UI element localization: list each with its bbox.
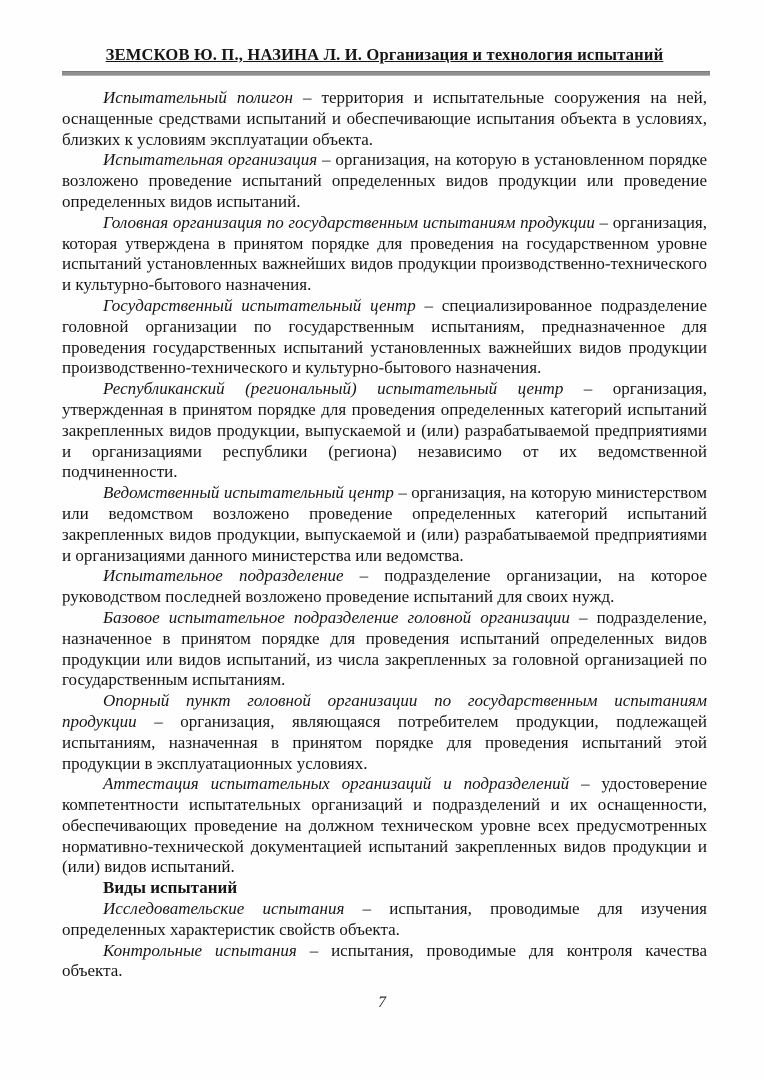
definition-term: Опорный пункт головной организации по государственным испытаниям продукции — [62, 691, 707, 731]
definition-paragraph — [62, 483, 707, 566]
definition-text: – организация, утвержденная в принятом порядке для проведения определенных категорий испытаний закрепленных видов продукции, выпускаемой и (или) разрабатываемой предприятиями и организациями республики (региона) независимо от их ведомственной подчиненности. — [62, 379, 707, 482]
definition-paragraph — [62, 88, 707, 150]
definition-paragraph — [62, 941, 707, 983]
definition-paragraph — [62, 379, 707, 483]
definition-text: – подразделение, назначенное в принятом порядке для проведения испытаний определенных видов продукции или видов испытаний, из числа закрепленных за головной организацией по государственным испытаниям. — [62, 607, 707, 690]
definition-paragraph — [62, 566, 707, 608]
page-number: 7 — [378, 994, 386, 1011]
running-header-text: ЗЕМСКОВ Ю. П., НАЗИНА Л. И. Организация и технология испытаний — [105, 45, 664, 64]
definition-text: – организация, на которую министерством или ведомством возложено проведение определенных категорий испытаний закрепленных видов продукции, выпускаемой и (или) разрабатываемой предприятиями и организациями данного министерства или ведомства. — [62, 483, 708, 565]
definition-term: Контрольные испытания — [103, 940, 297, 960]
header-rule — [62, 71, 710, 76]
definition-text: – подразделение организации, на которое руководством последней возложено проведение испытаний для своих нужд. — [62, 566, 708, 607]
definition-term: Государственный испытательный центр — [103, 295, 416, 315]
definition-term: Головная организация по государственным испытаниям продукции — [103, 212, 595, 232]
definition-term: Исследовательские испытания — [103, 899, 345, 919]
definition-paragraph — [62, 150, 707, 212]
definition-paragraph — [62, 691, 707, 774]
definition-text: – специализированное подразделение головной организации по государственным испытаниям, предназначенное для проведения государственных испытаний установленных важнейших видов продукции производственно-технического и культурно-бытового назначения. — [62, 295, 707, 378]
section-heading-test-types: Виды испытаний — [103, 878, 238, 898]
definition-text: – испытания, проводимые для изучения определенных характеристик свойств объекта. — [62, 899, 707, 939]
definition-paragraph — [62, 296, 707, 379]
page-body — [62, 88, 707, 982]
definition-term: Испытательная организация — [103, 150, 318, 170]
definition-text: – организация, являющаяся потребителем продукции, подлежащей испытаниям, назначенная в принятом порядке для проведения испытаний этой продукции в эксплуатационных условиях. — [62, 711, 708, 773]
definition-text: – испытания, проводимые для контроля качества объекта. — [62, 940, 708, 981]
definition-text: – организация, которая утверждена в принятом порядке для проведения на государственном уровне испытаний установленных важнейших видов продукции производственно-технического и культурно-бытового назначения. — [62, 212, 707, 295]
definition-term: Испытательный полигон — [103, 88, 293, 107]
definition-text: – организация, на которую в установленном порядке возложено проведение испытаний определенных видов продукции или проведение определенных видов испытаний. — [62, 150, 707, 211]
definition-term: Базовое испытательное подразделение головной организации — [103, 607, 570, 627]
running-header — [62, 45, 707, 65]
definition-paragraph — [62, 899, 707, 941]
definition-term: Республиканский (региональный) испытательный центр — [103, 379, 564, 399]
definition-text: – территория и испытательные сооружения на ней, оснащенные средствами испытаний и обеспечивающие испытания объекта в условиях, близких к условиям эксплуатации объекта. — [62, 88, 707, 149]
definition-term: Испытательное подразделение — [103, 566, 344, 586]
definition-term: Аттестация испытательных организаций и подразделений — [103, 774, 570, 794]
definition-paragraph — [62, 774, 707, 878]
definition-paragraph — [62, 213, 707, 296]
definition-term: Ведомственный испытательный центр — [103, 483, 394, 503]
definition-text: – удостоверение компетентности испытательных организаций и подразделений и их оснащенности, обеспечивающих проведение на должном техническом уровне всех предусмотренных нормативно-технической документацией испытаний закрепленных видов продукции и (или) видов испытаний. — [62, 774, 708, 877]
definition-paragraph — [62, 608, 707, 691]
